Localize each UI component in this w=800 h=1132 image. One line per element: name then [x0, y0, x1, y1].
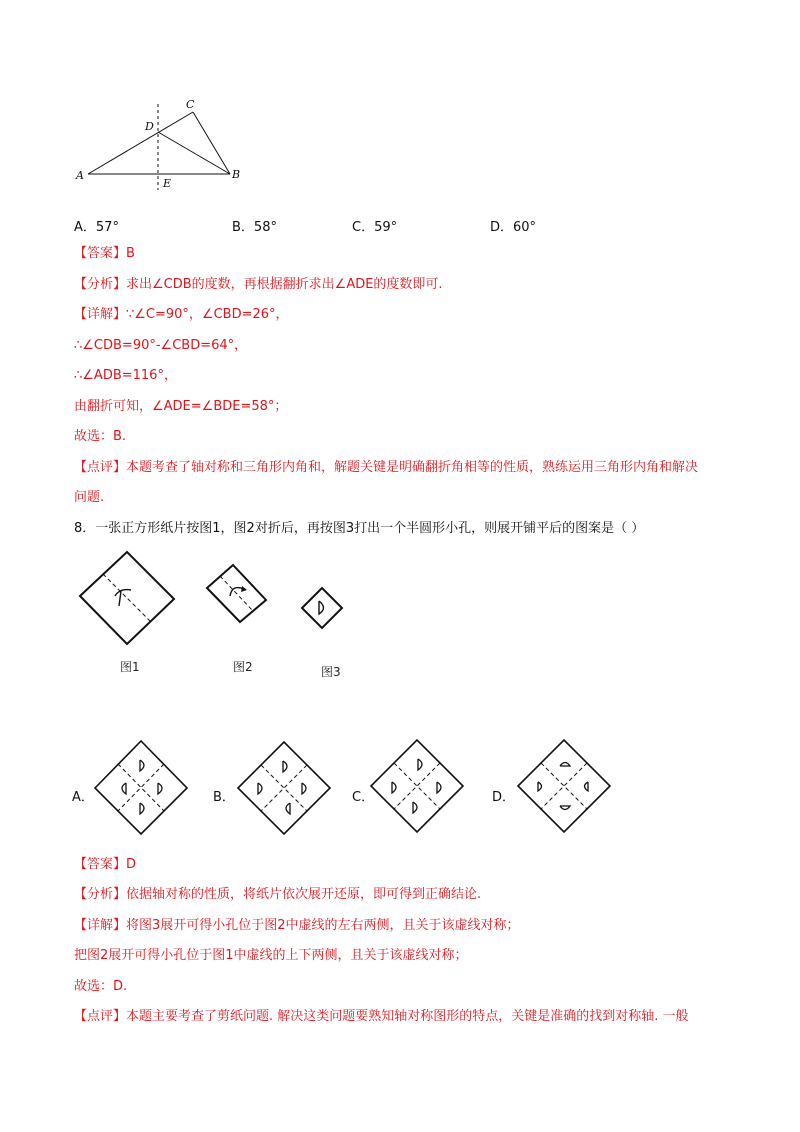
q8-option-d-label: D．: [492, 790, 516, 805]
q7-detail-1: 【详解】∵∠C=90°，∠CBD=26°，: [74, 307, 289, 322]
q8-answer: 【答案】D: [74, 857, 137, 872]
label-a: A: [76, 169, 84, 182]
q7-option-c: C．59°: [352, 220, 398, 235]
q8-detail-3: 故选：D.: [74, 979, 128, 994]
q7-detail-2: ∴∠CDB=90°-∠CBD=64°，: [74, 338, 248, 353]
q8-comment: 【点评】本题主要考查了剪纸问题. 解决这类问题要熟知轴对称图形的特点，关键是准确的找到对称轴. 一般: [74, 1009, 689, 1024]
q7-option-d: D．60°: [490, 220, 537, 235]
q7-detail-4: 由翻折可知，∠ADE=∠BDE=58°；: [74, 399, 288, 414]
figure-3-caption: 图3: [321, 665, 341, 679]
label-c: C: [186, 98, 195, 111]
q7-detail-3: ∴∠ADB=116°，: [74, 368, 177, 383]
q7-option-a: A．57°: [74, 220, 119, 235]
label-e: E: [163, 177, 172, 190]
q8-question: 8．一张正方形纸片按图1，图2对折后，再按图3打出一个半圆形小孔，则展开铺平后的图案是（ ）: [74, 521, 645, 536]
q7-analysis: 【分析】求出∠CDB的度数，再根据翻折求出∠ADE的度数即可.: [74, 277, 443, 292]
figure-2-caption: 图2: [233, 660, 253, 674]
q8-detail-2: 把图2展开可得小孔位于图1中虚线的上下两侧，且关于该虚线对称；: [74, 948, 468, 963]
q8-analysis: 【分析】依据轴对称的性质，将纸片依次展开还原，即可得到正确结论.: [74, 887, 482, 902]
q7-option-b: B．58°: [232, 220, 277, 235]
figure-1-caption: 图1: [120, 660, 140, 674]
q7-detail-5: 故选：B.: [74, 429, 127, 444]
q7-answer: 【答案】B: [74, 246, 135, 261]
q7-comment-line2: 问题.: [74, 490, 105, 505]
q8-option-b-label: B．: [213, 790, 235, 805]
q8-option-c-label: C．: [352, 790, 375, 805]
q8-option-a-label: A．: [72, 790, 94, 805]
q7-comment-line1: 【点评】本题考查了轴对称和三角形内角和，解题关键是明确翻折角相等的性质，熟练运用三角形内角和解决: [74, 460, 699, 475]
label-d: D: [145, 120, 154, 133]
label-b: B: [232, 168, 241, 181]
q8-detail-1: 【详解】将图3展开可得小孔位于图2中虚线的左右两侧，且关于该虚线对称；: [74, 918, 520, 933]
